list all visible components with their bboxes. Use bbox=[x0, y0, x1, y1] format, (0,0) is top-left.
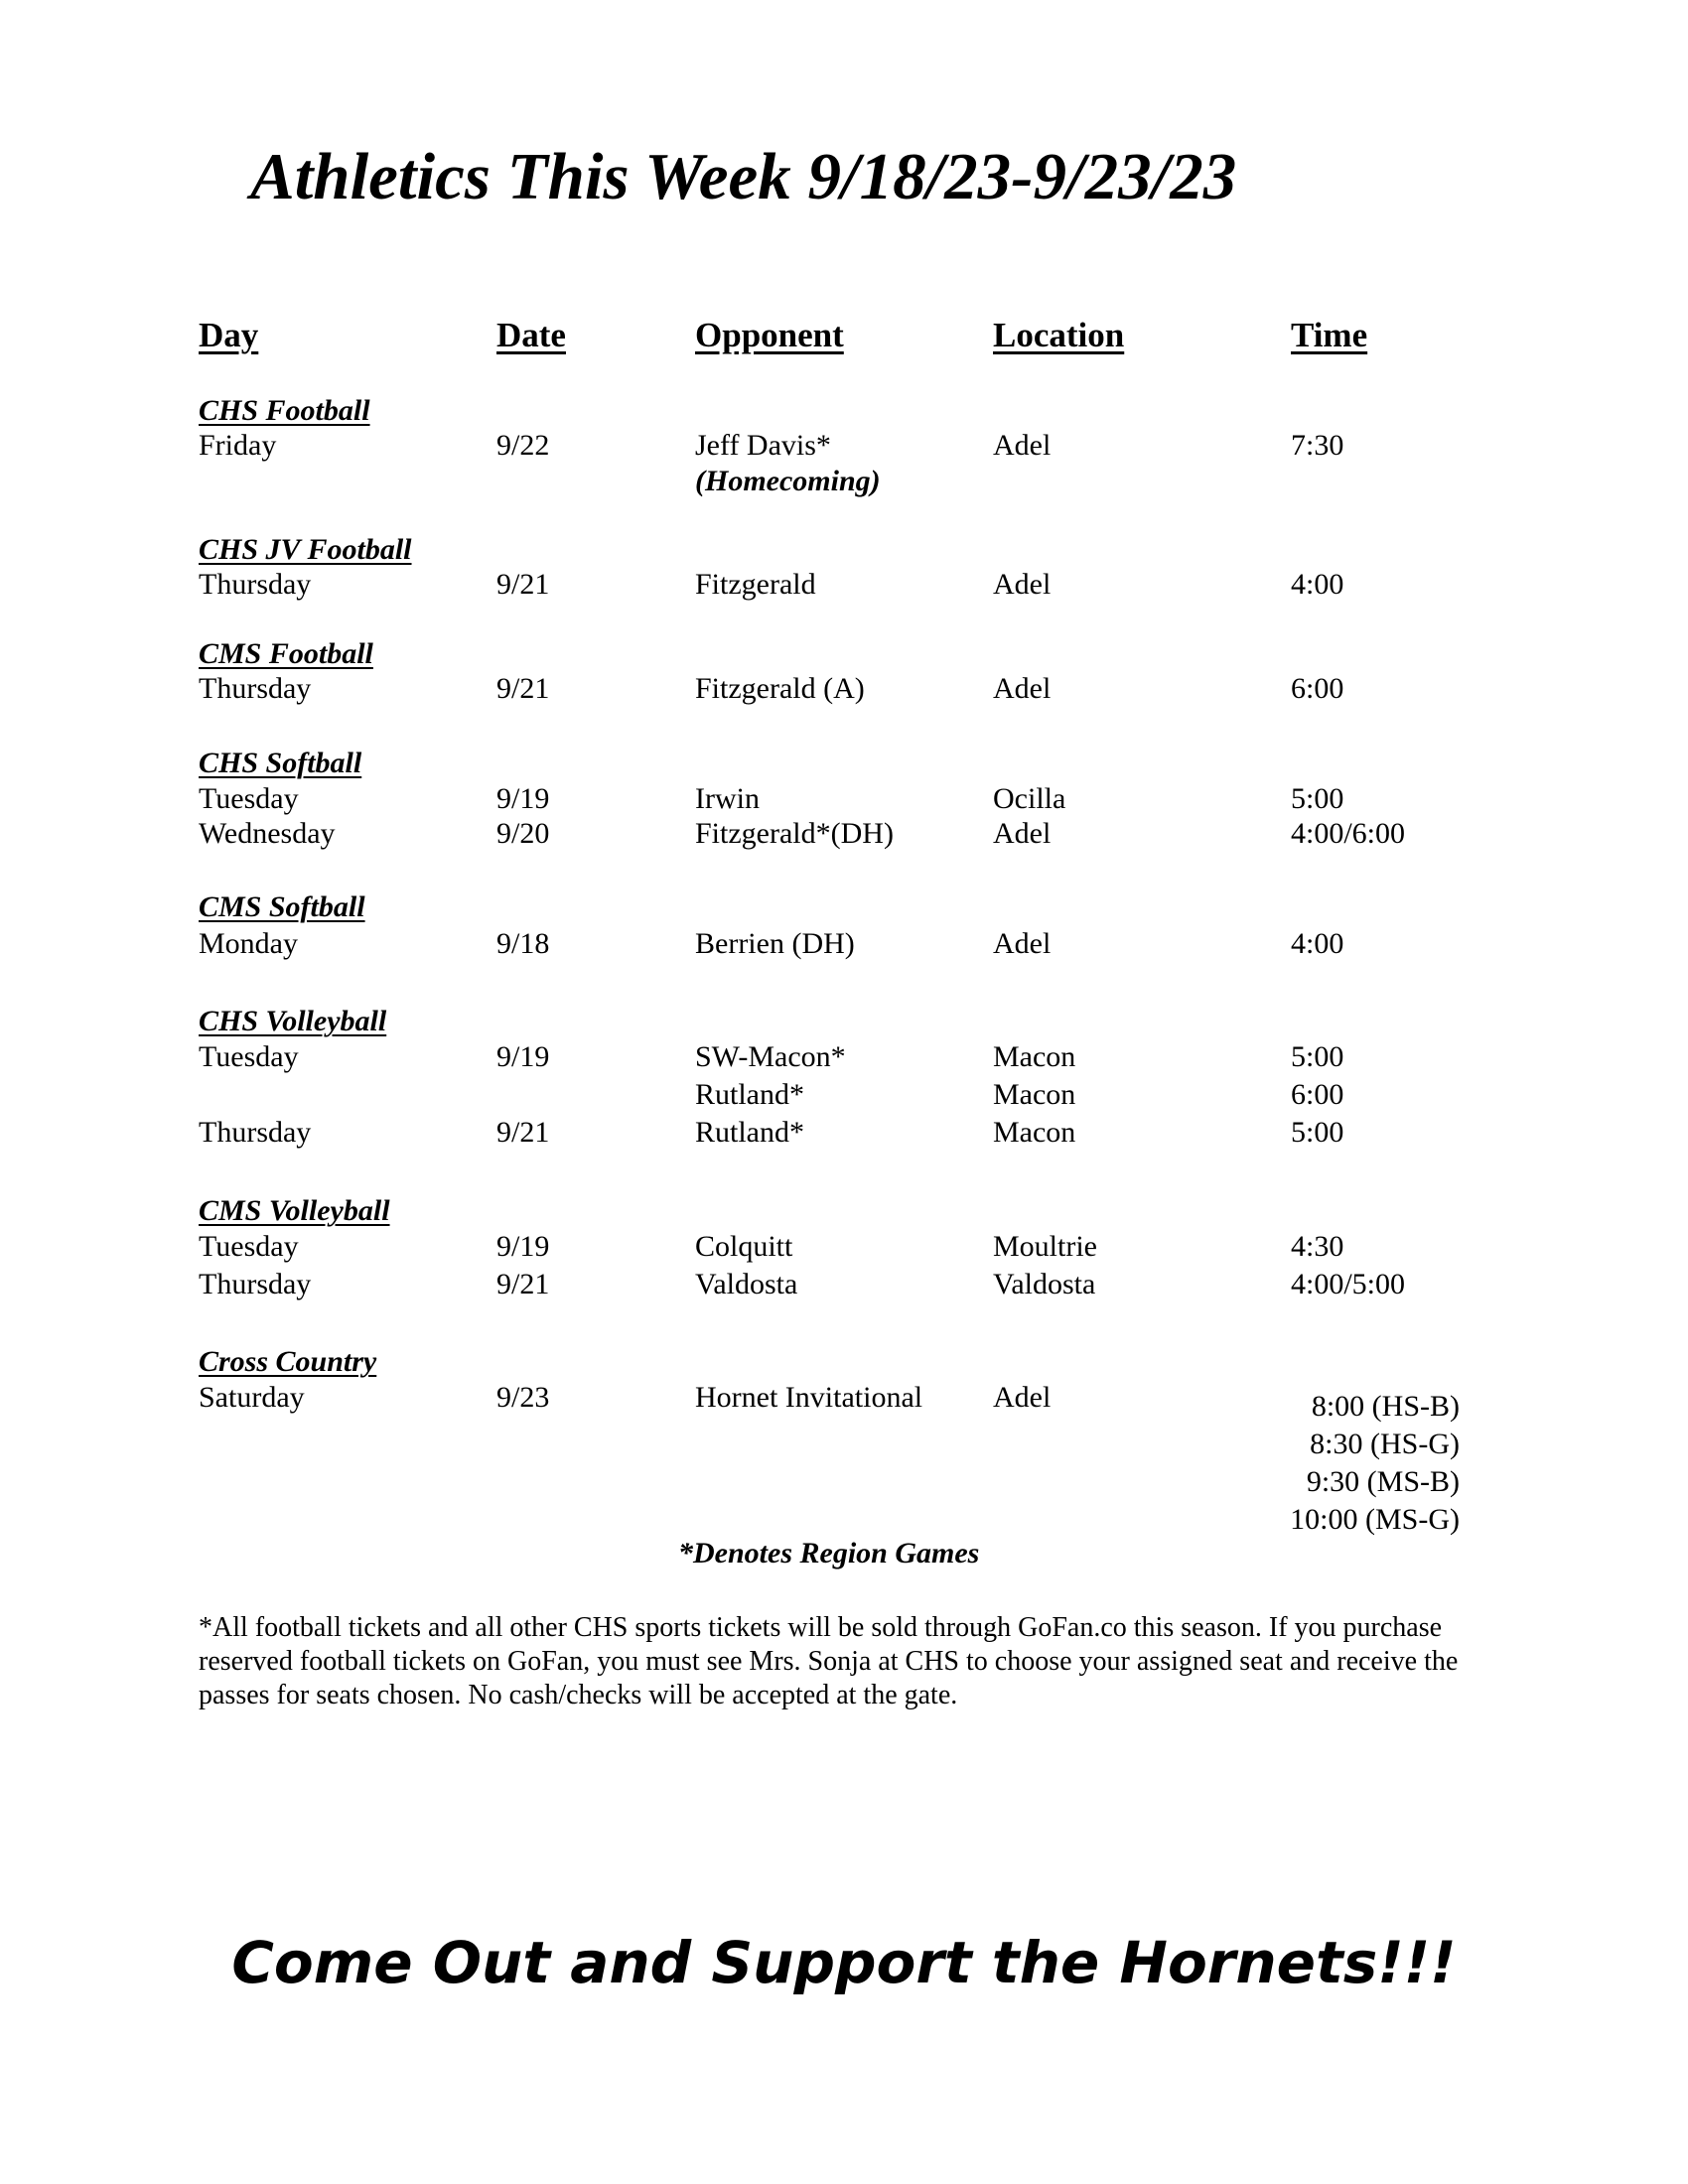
row-location: Adel bbox=[993, 672, 1052, 705]
section-title: CMS Volleyball bbox=[199, 1194, 390, 1227]
row-opponent: Jeff Davis* bbox=[695, 429, 831, 462]
row-date: 9/21 bbox=[496, 1268, 550, 1300]
row-location: Macon bbox=[993, 1116, 1076, 1149]
row-day: Tuesday bbox=[199, 782, 299, 815]
row-day: Thursday bbox=[199, 1116, 312, 1149]
row-time: 9:30 (MS-B) bbox=[1306, 1465, 1460, 1498]
section-title: CMS Football bbox=[199, 637, 373, 670]
row-location: Adel bbox=[993, 429, 1052, 462]
row-time: 4:00/5:00 bbox=[1291, 1268, 1406, 1300]
row-opponent: SW-Macon* bbox=[695, 1040, 846, 1073]
row-opponent: Rutland* bbox=[695, 1078, 804, 1111]
row-date: 9/21 bbox=[496, 1116, 550, 1149]
region-games-note: *Denotes Region Games bbox=[678, 1537, 980, 1570]
row-location: Valdosta bbox=[993, 1268, 1096, 1300]
page-title: Athletics This Week 9/18/23-9/23/23 bbox=[250, 140, 1237, 213]
section-title: Cross Country bbox=[199, 1345, 377, 1378]
section-title: CHS Softball bbox=[199, 747, 362, 779]
header-day: Day bbox=[199, 316, 259, 354]
header-date: Date bbox=[496, 316, 566, 354]
row-opponent: Fitzgerald*(DH) bbox=[695, 817, 894, 850]
support-slogan: Come Out and Support the Hornets!!! bbox=[231, 1929, 1457, 1996]
row-date: 9/21 bbox=[496, 568, 550, 601]
header-time: Time bbox=[1291, 316, 1368, 354]
row-time: 7:30 bbox=[1291, 429, 1344, 462]
row-time: 4:00 bbox=[1291, 927, 1344, 960]
section-title: CHS Football bbox=[199, 394, 370, 427]
row-opponent: Fitzgerald bbox=[695, 568, 816, 601]
section-title: CHS Volleyball bbox=[199, 1005, 387, 1037]
row-time: 4:00/6:00 bbox=[1291, 817, 1406, 850]
row-day: Thursday bbox=[199, 672, 312, 705]
row-opponent-note: (Homecoming) bbox=[695, 465, 881, 497]
row-location: Ocilla bbox=[993, 782, 1066, 815]
row-time: 5:00 bbox=[1291, 782, 1344, 815]
row-date: 9/19 bbox=[496, 1230, 550, 1263]
row-time: 5:00 bbox=[1291, 1116, 1344, 1149]
row-time: 5:00 bbox=[1291, 1040, 1344, 1073]
row-location: Adel bbox=[993, 568, 1052, 601]
row-date: 9/19 bbox=[496, 782, 550, 815]
row-opponent: Irwin bbox=[695, 782, 760, 815]
row-time: 10:00 (MS-G) bbox=[1290, 1503, 1460, 1536]
row-date: 9/21 bbox=[496, 672, 550, 705]
row-day: Saturday bbox=[199, 1381, 305, 1414]
row-day: Thursday bbox=[199, 1268, 312, 1300]
row-time: 4:30 bbox=[1291, 1230, 1344, 1263]
row-location: Macon bbox=[993, 1078, 1076, 1111]
row-day: Tuesday bbox=[199, 1040, 299, 1073]
row-date: 9/19 bbox=[496, 1040, 550, 1073]
section-title: CMS Softball bbox=[199, 890, 365, 923]
row-opponent: Berrien (DH) bbox=[695, 927, 855, 960]
row-time: 8:00 (HS-B) bbox=[1311, 1390, 1460, 1423]
row-opponent: Hornet Invitational bbox=[695, 1381, 923, 1414]
row-day: Thursday bbox=[199, 568, 312, 601]
row-date: 9/22 bbox=[496, 429, 550, 462]
row-opponent: Colquitt bbox=[695, 1230, 793, 1263]
row-opponent: Fitzgerald (A) bbox=[695, 672, 865, 705]
row-day: Wednesday bbox=[199, 817, 336, 850]
header-opponent: Opponent bbox=[695, 316, 844, 354]
row-day: Tuesday bbox=[199, 1230, 299, 1263]
row-date: 9/18 bbox=[496, 927, 550, 960]
row-location: Adel bbox=[993, 1381, 1052, 1414]
row-time: 8:30 (HS-G) bbox=[1310, 1428, 1460, 1460]
row-time: 6:00 bbox=[1291, 672, 1344, 705]
row-opponent: Valdosta bbox=[695, 1268, 798, 1300]
row-date: 9/23 bbox=[496, 1381, 550, 1414]
row-opponent: Rutland* bbox=[695, 1116, 804, 1149]
tickets-note: *All football tickets and all other CHS sports tickets will be sold through GoFan.co this season. If you purchase reserved football tickets on GoFan, you must see Mrs. Sonja at CHS to choose your assigned seat and receive the passes for seats chosen. No cash/checks will be accepted at the gate. bbox=[199, 1612, 1459, 1710]
row-location: Moultrie bbox=[993, 1230, 1097, 1263]
row-day: Monday bbox=[199, 927, 298, 960]
section-title: CHS JV Football bbox=[199, 533, 412, 566]
row-location: Adel bbox=[993, 927, 1052, 960]
row-date: 9/20 bbox=[496, 817, 550, 850]
header-location: Location bbox=[993, 316, 1125, 354]
row-day: Friday bbox=[199, 429, 277, 462]
row-time: 4:00 bbox=[1291, 568, 1344, 601]
row-location: Adel bbox=[993, 817, 1052, 850]
cross-country-times bbox=[1271, 1388, 1460, 1539]
row-location: Macon bbox=[993, 1040, 1076, 1073]
row-time: 6:00 bbox=[1291, 1078, 1344, 1111]
